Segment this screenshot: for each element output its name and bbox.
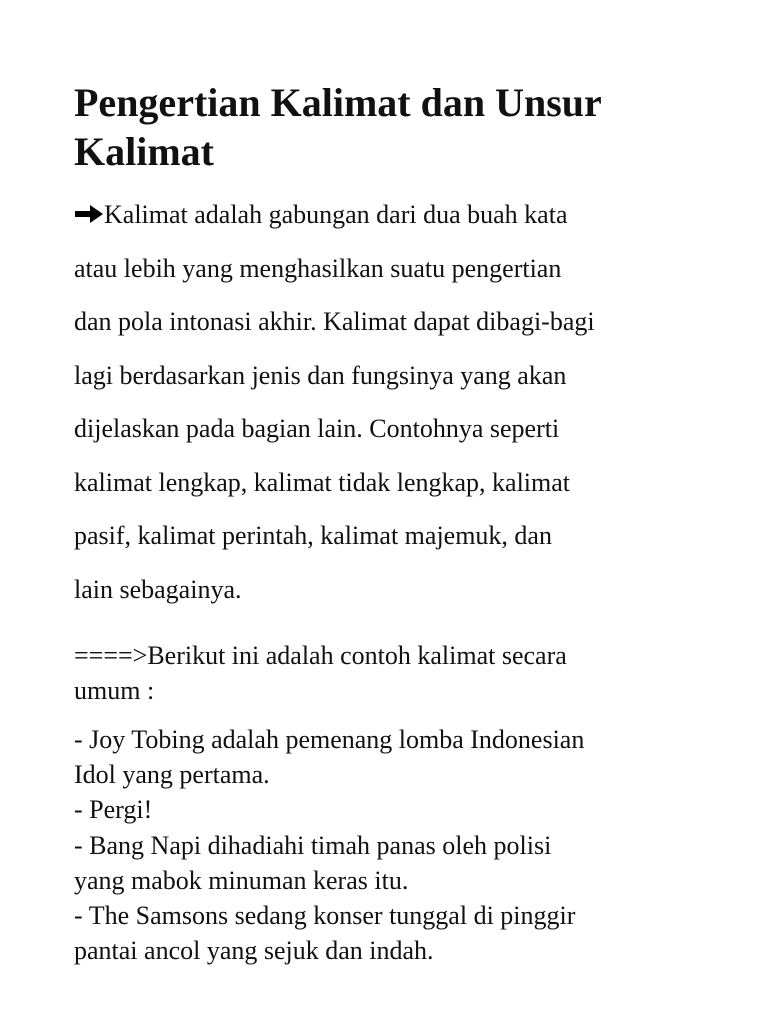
paragraph-line: dijelaskan pada bagian lain. Contohnya seperti [74, 414, 560, 443]
paragraph-line: lagi berdasarkan jenis dan fungsinya yang akan [74, 360, 567, 390]
examples-intro [74, 639, 714, 708]
paragraph-line: lain sebagainya. [74, 574, 242, 604]
example-line: - The Samsons sedang konser tunggal di pinggir [74, 901, 576, 931]
title-line: Kalimat [74, 129, 214, 174]
title-line: Pengertian Kalimat dan Unsur [74, 80, 602, 125]
examples-intro-line: ====>Berikut ini adalah contoh kalimat secara [74, 641, 567, 670]
example-line: Idol yang pertama. [74, 760, 270, 790]
paragraph-line: dan pola intonasi akhir. Kalimat dapat dibagi-bagi [74, 307, 595, 336]
examples-list [74, 722, 714, 968]
example-line: - Pergi! [74, 795, 153, 825]
examples-intro-line: umum : [74, 675, 155, 705]
paragraph-line [74, 188, 714, 242]
definition-paragraph [74, 188, 714, 616]
paragraph-line: pasif, kalimat perintah, kalimat majemuk, dan [74, 521, 552, 550]
example-line: yang mabok minuman keras itu. [74, 865, 409, 895]
example-line: pantai ancol yang sejuk dan indah. [74, 936, 434, 966]
example-line: - Joy Tobing adalah pemenang lomba Indonesian [74, 725, 585, 754]
page-title [74, 78, 714, 176]
paragraph-line: atau lebih yang menghasilkan suatu pengertian [74, 253, 562, 283]
document-page [74, 78, 714, 968]
right-arrow-icon [74, 203, 104, 225]
example-line: - Bang Napi dihadiahi timah panas oleh polisi [74, 830, 552, 860]
paragraph-line: kalimat lengkap, kalimat tidak lengkap, kalimat [74, 467, 571, 497]
paragraph-line-text: Kalimat adalah gabungan dari dua buah kata [104, 200, 568, 229]
